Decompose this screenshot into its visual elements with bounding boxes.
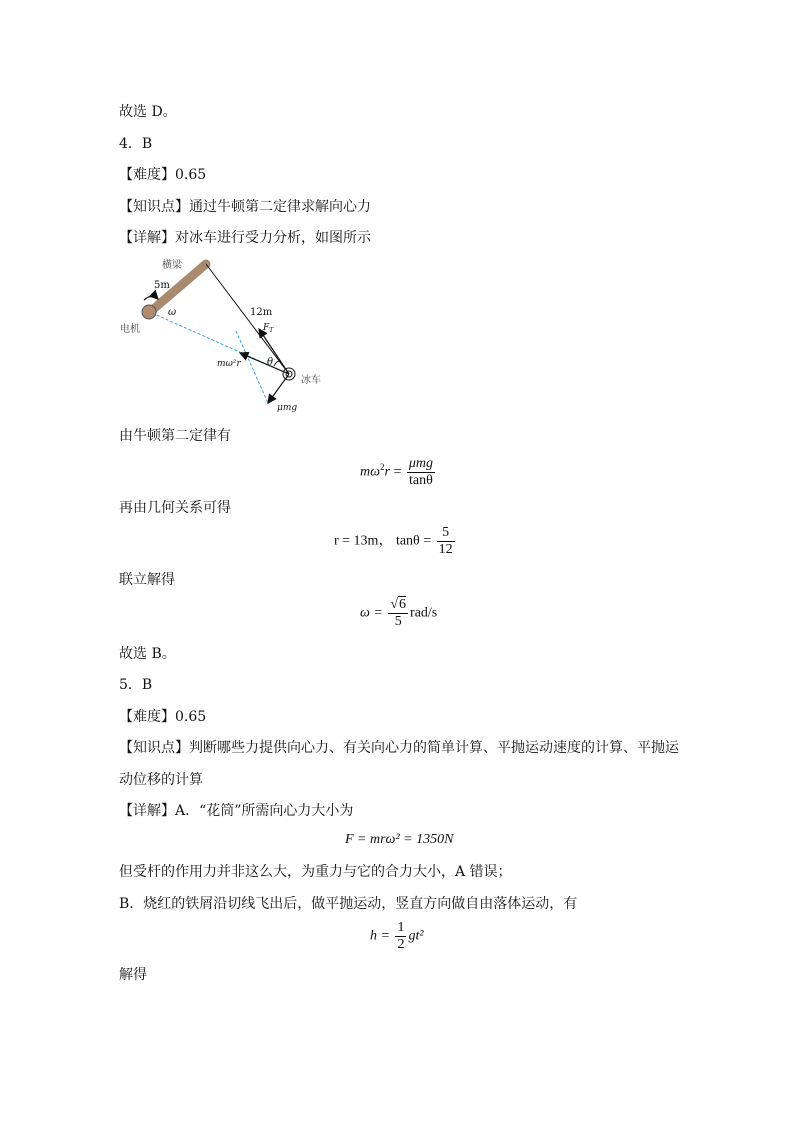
label-omega: ω	[168, 307, 177, 318]
formula-newton: $m\omega^2r$ = $\frac{\text{μmg}}{\tan\theta}$	[360, 456, 433, 488]
rotation-arrow	[144, 296, 158, 300]
knowledge-point: 【知识点】通过牛顿第二定律求解向心力	[119, 199, 371, 215]
question-answer: 5．B	[119, 677, 153, 693]
explanation: 【详解】对冰车进行受力分析，如图所示	[119, 230, 371, 246]
label-5m: 5m	[154, 280, 170, 291]
label-centripetal: mω²r	[217, 359, 241, 369]
label-sled: 冰车	[301, 375, 321, 386]
formula-fall: h = $\frac{1}{2}$ gt²	[370, 920, 424, 952]
label-motor: 电机	[120, 324, 140, 335]
label-friction: μmg	[277, 403, 298, 413]
explanation: 【详解】A．“花筒”所需向心力大小为	[119, 803, 354, 819]
text-line: 解得	[119, 967, 147, 983]
text-line: 联立解得	[119, 572, 175, 588]
label-beam: 横梁	[162, 260, 182, 271]
label-theta: θ	[267, 357, 274, 368]
motor	[142, 305, 156, 319]
angle-arc	[274, 361, 280, 366]
difficulty: 【难度】0.65	[119, 709, 207, 725]
knowledge-point-cont: 动位移的计算	[119, 772, 203, 788]
formula-geometry: r = 13m， tanθ = $\frac{5}{12}$	[334, 525, 453, 557]
question-answer: 4．B	[119, 136, 153, 152]
text-line: 故选 D。	[119, 104, 177, 120]
knowledge-point: 【知识点】判断哪些力提供向心力、有关向心力的简单计算、平抛运动速度的计算、平抛运	[119, 740, 679, 756]
difficulty: 【难度】0.65	[119, 167, 207, 183]
text-line: 由牛顿第二定律有	[119, 428, 231, 444]
text-line: 故选 B。	[119, 646, 176, 662]
label-ft: $F_T$	[263, 323, 274, 334]
label-12m: 12m	[250, 307, 273, 318]
force-diagram	[120, 255, 350, 415]
text-line: 再由几何关系可得	[119, 500, 231, 516]
text-line: B．烧红的铁屑沿切线飞出后，做平抛运动，竖直方向做自由落体运动，有	[119, 896, 578, 912]
friction-arrow	[268, 374, 289, 403]
formula-force: F = mrω² = 1350N	[345, 832, 454, 847]
rope-line	[206, 264, 289, 374]
text-line: 但受杆的作用力并非这么大，为重力与它的合力大小，A 错误；	[119, 864, 512, 880]
projection-line	[236, 331, 268, 403]
formula-omega: ω = $\frac{√6}{5}$ rad/s	[360, 597, 438, 629]
